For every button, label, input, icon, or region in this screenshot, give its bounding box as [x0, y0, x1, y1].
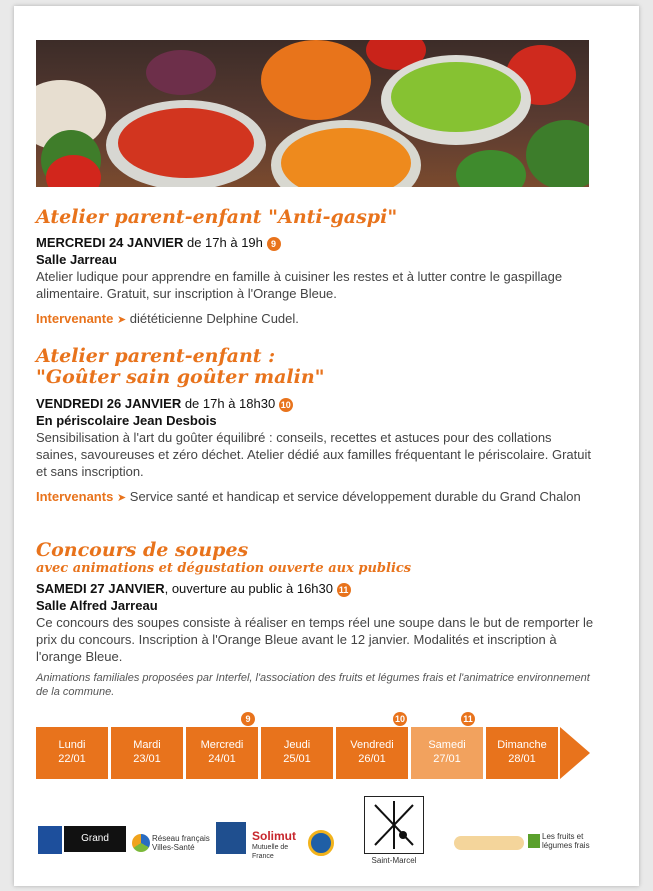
event-time: , ouverture au public à 16h30	[164, 581, 337, 596]
event-soupes	[36, 540, 596, 699]
timeline-badge-10: 10	[394, 714, 405, 724]
department-logo	[38, 826, 62, 854]
cafe-logo	[308, 830, 334, 856]
saint-marcel-emblem	[364, 796, 424, 854]
day-name: Dimanche	[497, 739, 547, 751]
saint-marcel-mark-icon	[365, 797, 423, 853]
day-name: Lundi	[58, 739, 86, 751]
event-description: Sensibilisation à l'art du goûter équilibré : conseils, recettes et astuces pour des collations saines, savoureuses et zéro déchet. Atelier dédié aux familles fréquentant le périscolaire. Gratuit et sans inscription.	[36, 430, 591, 479]
event-date	[36, 395, 596, 412]
day-wednesday	[186, 727, 258, 779]
event-day: VENDREDI 26 JANVIER	[36, 396, 182, 411]
event-date	[36, 234, 596, 251]
day-tuesday	[111, 727, 183, 779]
villes-sante-logo: Réseau français Villes-Santé	[152, 834, 210, 852]
day-name: Samedi	[428, 739, 466, 751]
event-title: Concours de soupes	[36, 539, 249, 561]
day-name: Mercredi	[200, 739, 244, 751]
speaker-text: Service santé et handicap et service développement durable du Grand Chalon	[126, 489, 581, 504]
day-date: 22/01	[58, 753, 86, 765]
event-gouter	[36, 346, 596, 507]
event-day: SAMEDI 27 JANVIER	[36, 581, 165, 596]
event-anti-gaspi	[36, 207, 596, 329]
partner-logos	[36, 798, 596, 868]
timeline-arrow-icon	[560, 727, 590, 779]
art-de-vivre-logo	[454, 836, 524, 850]
speaker-text: diététicienne Delphine Cudel.	[126, 311, 299, 326]
arrow-right-icon: ➤	[116, 314, 127, 326]
timeline-badge-11: 11	[461, 712, 475, 726]
event-date	[36, 580, 596, 597]
speaker-label: Intervenants	[36, 489, 114, 504]
solimut-logo	[252, 830, 308, 861]
speaker-label: Intervenante	[36, 311, 114, 326]
event-venue: En périscolaire Jean Desbois	[36, 413, 217, 428]
day-name: Jeudi	[283, 739, 311, 751]
day-saturday	[411, 727, 483, 779]
day-date: 25/01	[283, 753, 311, 765]
saint-marcel-logo: Saint-Marcel	[371, 856, 417, 865]
day-thursday	[261, 727, 333, 779]
arrow-right-icon: ➤	[116, 492, 127, 504]
day-date: 26/01	[358, 753, 386, 765]
event-time: de 17h à 19h	[183, 235, 267, 250]
event-speaker	[36, 310, 596, 329]
day-date: 27/01	[433, 753, 461, 765]
event-number-badge: 11	[337, 583, 351, 597]
label-logo	[216, 822, 246, 854]
grand-chalon-logo: Grand Chalon	[64, 826, 126, 852]
event-number-badge: 9	[267, 237, 281, 251]
hero-image	[36, 40, 589, 187]
day-name: Mardi	[133, 739, 161, 751]
event-note: Animations familiales proposées par Interfel, l'association des fruits et légumes frais et l'animatrice environnement de la commune.	[36, 672, 590, 698]
timeline-badge-9: 9	[241, 712, 255, 726]
event-title-line1: Atelier parent-enfant :	[36, 345, 276, 367]
event-number-badge: 10	[280, 400, 291, 410]
event-title-line2: "Goûter sain goûter malin"	[36, 366, 325, 388]
day-sunday	[486, 727, 558, 779]
solimut-tagline: Mutuelle de France	[252, 844, 289, 860]
solimut-name: Solimut	[252, 829, 296, 843]
day-date: 24/01	[208, 753, 236, 765]
event-speaker	[36, 488, 596, 507]
day-date: 23/01	[133, 753, 161, 765]
event-venue: Salle Alfred Jarreau	[36, 598, 158, 613]
day-friday	[336, 727, 408, 779]
event-venue: Salle Jarreau	[36, 252, 117, 267]
event-time: de 17h à 18h30	[181, 396, 279, 411]
villes-sante-icon	[132, 834, 150, 852]
event-description: Ce concours des soupes consiste à réaliser en temps réel une soupe dans le but de remporter le prix du concours. Inscription à l'Orange Bleue avant le 12 janvier. Modalités et inscription à l'orange Bleue.	[36, 615, 594, 664]
event-title: Atelier parent-enfant "Anti-gaspi"	[36, 206, 398, 228]
event-subtitle: avec animations et dégustation ouverte aux publics	[36, 561, 412, 576]
day-name: Vendredi	[350, 739, 394, 751]
fruits-icon	[528, 834, 540, 848]
day-monday	[36, 727, 108, 779]
day-date: 28/01	[508, 753, 536, 765]
event-description: Atelier ludique pour apprendre en famille à cuisiner les restes et à lutter contre le gaspillage alimentaire. Gratuit, sur inscription à l'Orange Bleue.	[36, 269, 563, 301]
fruits-legumes-logo: Les fruits et légumes frais	[542, 832, 590, 850]
week-timeline	[36, 727, 596, 779]
event-day: MERCREDI 24 JANVIER	[36, 235, 184, 250]
